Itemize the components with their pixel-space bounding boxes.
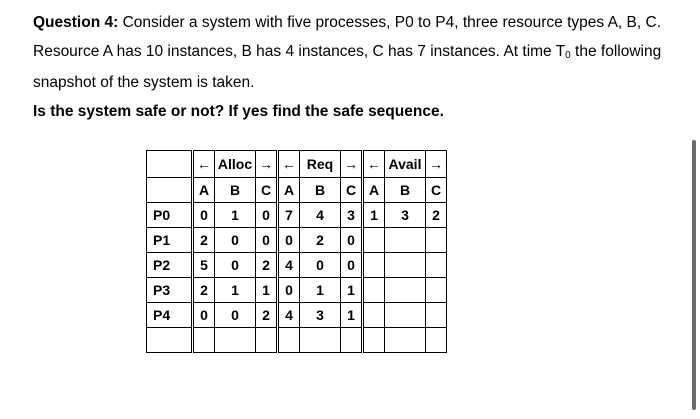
avail-cell xyxy=(385,278,426,303)
time-subscript: 0 xyxy=(565,50,571,61)
process-row-p2 xyxy=(147,253,447,278)
alloc-label: Alloc xyxy=(215,151,256,178)
empty-cell xyxy=(193,328,215,353)
avail-cell xyxy=(363,303,385,328)
alloc-left-arrow: ← xyxy=(193,151,215,178)
avail-cell xyxy=(426,278,447,303)
empty-cell xyxy=(147,328,193,353)
process-row-p0 xyxy=(147,203,447,228)
column-header-row xyxy=(147,178,447,203)
empty-cell xyxy=(385,328,426,353)
process-name: P2 xyxy=(147,253,193,278)
req-cell: 1 xyxy=(341,303,363,328)
col-header: C xyxy=(256,178,278,203)
req-cell: 2 xyxy=(300,228,341,253)
question-line-2 xyxy=(33,37,688,68)
avail-cell xyxy=(385,228,426,253)
blank-header-cell xyxy=(147,178,193,203)
req-right-arrow: → xyxy=(341,151,363,178)
process-row-p1 xyxy=(147,228,447,253)
col-header: C xyxy=(426,178,447,203)
snapshot-table xyxy=(146,150,447,353)
alloc-cell: 0 xyxy=(215,303,256,328)
question-line-3: snapshot of the system is taken. xyxy=(33,74,255,91)
question-text xyxy=(33,8,688,126)
alloc-cell: 0 xyxy=(215,253,256,278)
req-label: Req xyxy=(300,151,341,178)
alloc-cell: 0 xyxy=(256,228,278,253)
alloc-cell: 0 xyxy=(215,228,256,253)
alloc-cell: 2 xyxy=(256,253,278,278)
req-cell: 1 xyxy=(341,278,363,303)
alloc-cell: 0 xyxy=(256,203,278,228)
avail-cell xyxy=(426,228,447,253)
empty-cell xyxy=(341,328,363,353)
empty-cell xyxy=(215,328,256,353)
req-cell: 7 xyxy=(278,203,300,228)
req-cell: 0 xyxy=(341,253,363,278)
req-cell: 1 xyxy=(300,278,341,303)
avail-cell xyxy=(385,253,426,278)
req-cell: 0 xyxy=(341,228,363,253)
col-header: A xyxy=(363,178,385,203)
avail-label: Avail xyxy=(385,151,426,178)
alloc-cell: 2 xyxy=(256,303,278,328)
req-cell: 4 xyxy=(300,203,341,228)
group-header-row xyxy=(147,151,447,178)
process-row-p3 xyxy=(147,278,447,303)
req-left-arrow: ← xyxy=(278,151,300,178)
corner-cell xyxy=(147,151,193,178)
alloc-right-arrow: → xyxy=(256,151,278,178)
col-header: A xyxy=(278,178,300,203)
req-cell: 4 xyxy=(278,303,300,328)
empty-cell xyxy=(278,328,300,353)
process-name: P4 xyxy=(147,303,193,328)
alloc-cell: 2 xyxy=(193,228,215,253)
empty-cell xyxy=(300,328,341,353)
empty-cell xyxy=(426,328,447,353)
alloc-cell: 0 xyxy=(193,203,215,228)
alloc-cell: 1 xyxy=(256,278,278,303)
req-cell: 0 xyxy=(300,253,341,278)
avail-left-arrow: ← xyxy=(363,151,385,178)
process-name: P0 xyxy=(147,203,193,228)
req-cell: 3 xyxy=(300,303,341,328)
avail-cell: 2 xyxy=(426,203,447,228)
req-cell: 3 xyxy=(341,203,363,228)
avail-cell xyxy=(363,253,385,278)
empty-cell xyxy=(363,328,385,353)
alloc-cell: 1 xyxy=(215,278,256,303)
col-header: B xyxy=(385,178,426,203)
col-header: C xyxy=(341,178,363,203)
question-prompt: Is the system safe or not? If yes find the safe sequence. xyxy=(33,103,444,120)
question-line1-text: Consider a system with five processes, P0 to P4, three resource types A, B, C. xyxy=(118,14,662,31)
req-cell: 0 xyxy=(278,228,300,253)
question-line-1 xyxy=(33,8,688,37)
avail-right-arrow: → xyxy=(426,151,447,178)
scrollbar[interactable] xyxy=(692,140,696,410)
col-header: B xyxy=(215,178,256,203)
alloc-cell: 0 xyxy=(193,303,215,328)
alloc-cell: 1 xyxy=(215,203,256,228)
question-line2-tail: the following xyxy=(570,43,662,60)
process-row-p4 xyxy=(147,303,447,328)
empty-cell xyxy=(256,328,278,353)
process-name: P3 xyxy=(147,278,193,303)
avail-cell xyxy=(426,303,447,328)
question-label: Question 4: xyxy=(33,14,119,31)
avail-cell xyxy=(363,278,385,303)
process-name: P1 xyxy=(147,228,193,253)
alloc-cell: 2 xyxy=(193,278,215,303)
avail-cell xyxy=(363,228,385,253)
avail-cell: 3 xyxy=(385,203,426,228)
req-cell: 0 xyxy=(278,278,300,303)
alloc-cell: 5 xyxy=(193,253,215,278)
avail-cell xyxy=(385,303,426,328)
question-line2-text: Resource A has 10 instances, B has 4 instances, C has 7 instances. At time T xyxy=(33,43,566,60)
empty-row xyxy=(147,328,447,353)
col-header: A xyxy=(193,178,215,203)
req-cell: 4 xyxy=(278,253,300,278)
avail-cell: 1 xyxy=(363,203,385,228)
avail-cell xyxy=(426,253,447,278)
col-header: B xyxy=(300,178,341,203)
